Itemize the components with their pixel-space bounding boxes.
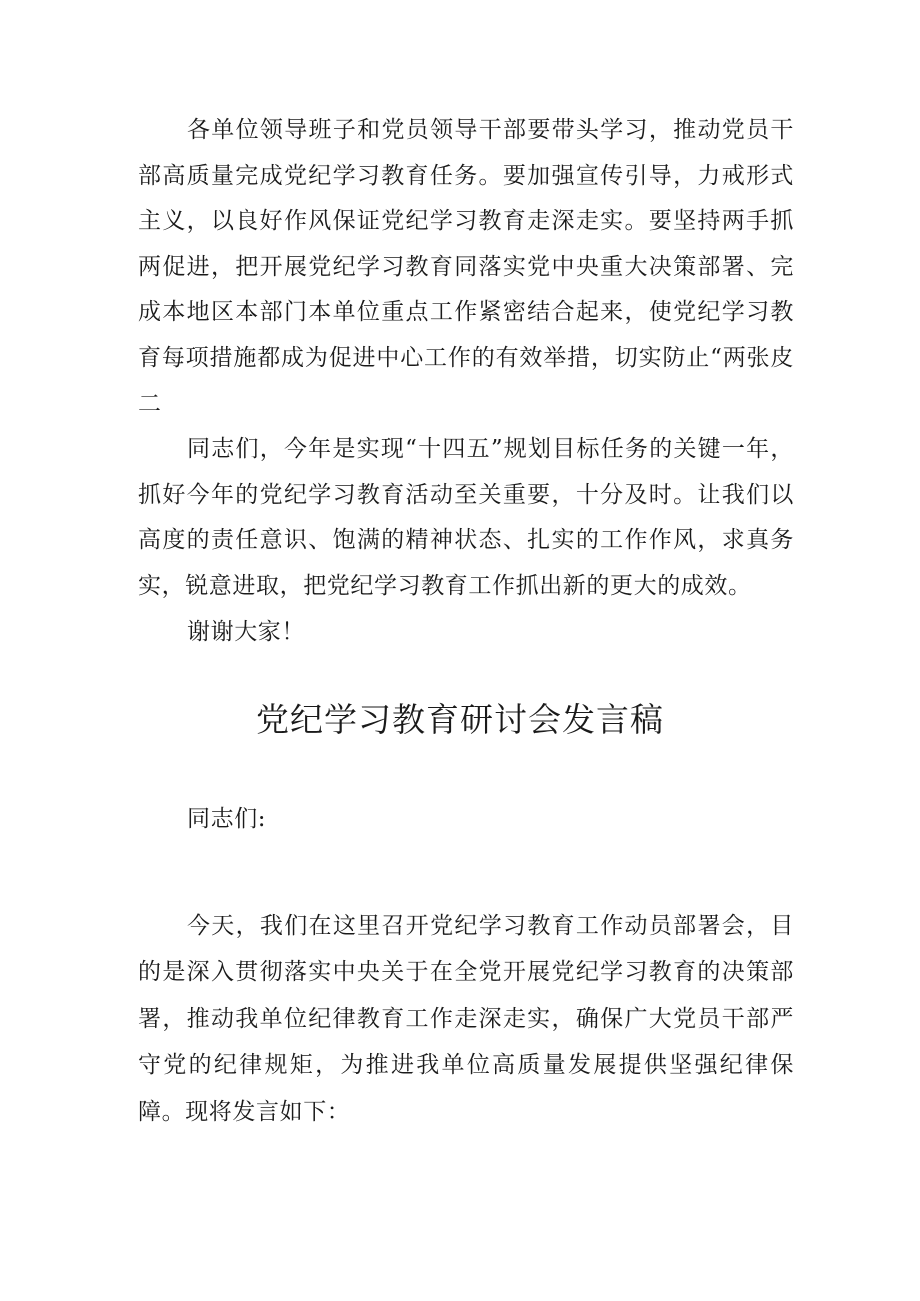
salutation: 同志们: xyxy=(187,806,267,832)
document-title: 党纪学习教育研讨会发言稿 xyxy=(256,700,664,739)
top-section xyxy=(138,108,794,655)
paragraph-intro: 今天，我们在这里召开党纪学习教育工作动员部署会，目的是深入贯彻落实中央关于在全党开展党纪学习教育的决策部署，推动我单位纪律教育工作走深走实，确保广大党员干部严守党的纪律规矩，为推进我单位高质量发展提供坚强纪律保障。现将发言如下： xyxy=(138,913,794,1125)
paragraph-comrades-key-year: 同志们，今年是实现“十四五”规划目标任务的关键一年，抓好今年的党纪学习教育活动至关重要，十分及时。让我们以高度的责任意识、饱满的精神状态、扎实的工作作风，求真务实，锐意进取，把党纪学习教育工作抓出新的更大的成效。 xyxy=(138,436,794,599)
salutation-section xyxy=(138,797,794,843)
intro-section xyxy=(138,903,794,1135)
paragraph-thanks: 谢谢大家！ xyxy=(187,618,305,645)
paragraph-lead-by-example: 各单位领导班子和党员领导干部要带头学习，推动党员干部高质量完成党纪学习教育任务。要加强宣传引导，力戒形式主义，以良好作风保证党纪学习教育走深走实。要坚持两手抓两促进，把开展党纪学习教育同落实党中央重大决策部署、完成本地区本部门本单位重点工作紧密结合起来，使党纪学习教育每项措施都成为促进中心工作的有效举措，切实防止“两张皮二 xyxy=(138,117,794,417)
